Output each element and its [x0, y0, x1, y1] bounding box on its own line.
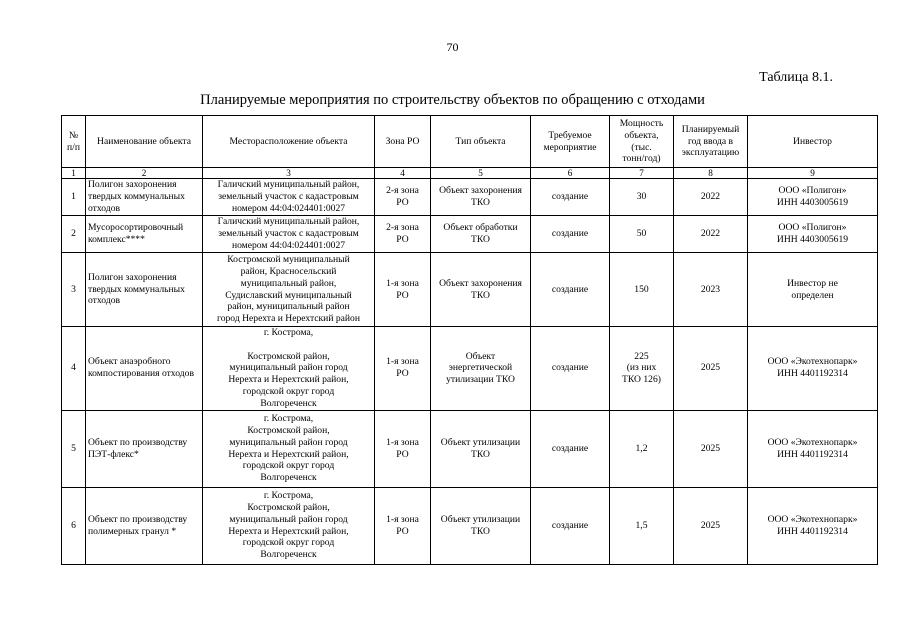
col-header-investor: Инвестор — [748, 116, 878, 168]
row-number: 6 — [62, 487, 86, 564]
object-type: Объект утилизации ТКО — [431, 487, 531, 564]
header-row — [62, 116, 878, 168]
object-type: Объект захоронения ТКО — [431, 253, 531, 327]
table-row — [62, 253, 878, 327]
object-zone: 1-я зона РО — [375, 487, 431, 564]
object-year: 2022 — [674, 179, 748, 216]
object-capacity: 1,2 — [610, 410, 674, 487]
waste-facilities-table — [61, 115, 878, 565]
object-investor: ООО «Экотехнопарк» ИНН 4401192314 — [748, 327, 878, 411]
table-title: Планируемые мероприятия по строительству объектов по обращению с отходами — [200, 92, 705, 108]
col-number: 5 — [431, 168, 531, 179]
object-type: Объект энергетической утилизации ТКО — [431, 327, 531, 411]
table-row — [62, 327, 878, 411]
object-type: Объект утилизации ТКО — [431, 410, 531, 487]
object-investor: ООО «Экотехнопарк» ИНН 4401192314 — [748, 410, 878, 487]
col-header-action: Требуемое мероприятие — [531, 116, 610, 168]
object-zone: 1-я зона РО — [375, 327, 431, 411]
col-header-capacity: Мощность объекта, (тыс. тонн/год) — [610, 116, 674, 168]
col-number: 7 — [610, 168, 674, 179]
object-year: 2025 — [674, 410, 748, 487]
object-year: 2025 — [674, 327, 748, 411]
row-number: 1 — [62, 179, 86, 216]
object-action: создание — [531, 253, 610, 327]
row-number: 4 — [62, 327, 86, 411]
object-investor: ООО «Экотехнопарк» ИНН 4401192314 — [748, 487, 878, 564]
object-location: г. Кострома, Костромской район, муниципальный район город Нерехта и Нерехтский район, городской округ город Волгореченск — [203, 327, 375, 411]
object-investor: ООО «Полигон» ИНН 4403005619 — [748, 179, 878, 216]
row-number: 3 — [62, 253, 86, 327]
object-action: создание — [531, 327, 610, 411]
object-investor: Инвестор не определен — [748, 253, 878, 327]
object-capacity: 150 — [610, 253, 674, 327]
object-location: Галичский муниципальный район, земельный участок с кадастровым номером 44:04:024401:0027 — [203, 216, 375, 253]
col-header-name: Наименование объекта — [86, 116, 203, 168]
object-name: Полигон захоронения твердых коммунальных отходов — [86, 253, 203, 327]
object-capacity: 50 — [610, 216, 674, 253]
object-name: Мусоросортировочный комплекс**** — [86, 216, 203, 253]
object-zone: 1-я зона РО — [375, 410, 431, 487]
page-number: 70 — [446, 40, 459, 54]
object-capacity: 30 — [610, 179, 674, 216]
col-number: 3 — [203, 168, 375, 179]
object-investor: ООО «Полигон» ИНН 4403005619 — [748, 216, 878, 253]
object-location: Костромской муниципальный район, Красносельский муниципальный район, Судиславский муниципальный район, муниципальный район город Нерехта и Нерехтский район — [203, 253, 375, 327]
object-capacity: 225 (из них ТКО 126) — [610, 327, 674, 411]
col-number: 2 — [86, 168, 203, 179]
object-action: создание — [531, 410, 610, 487]
object-location: Галичский муниципальный район, земельный участок с кадастровым номером 44:04:024401:0027 — [203, 179, 375, 216]
object-type: Объект обработки ТКО — [431, 216, 531, 253]
object-type: Объект захоронения ТКО — [431, 179, 531, 216]
object-year: 2022 — [674, 216, 748, 253]
object-capacity: 1,5 — [610, 487, 674, 564]
col-header-zone: Зона РО — [375, 116, 431, 168]
table-row — [62, 410, 878, 487]
object-year: 2025 — [674, 487, 748, 564]
col-number: 6 — [531, 168, 610, 179]
col-number: 4 — [375, 168, 431, 179]
row-number: 2 — [62, 216, 86, 253]
col-number: 8 — [674, 168, 748, 179]
object-location: г. Кострома, Костромской район, муниципальный район город Нерехта и Нерехтский район, городской округ город Волгореченск — [203, 487, 375, 564]
col-header-number: № п/п — [62, 116, 86, 168]
row-number: 5 — [62, 410, 86, 487]
table-row — [62, 216, 878, 253]
object-zone: 2-я зона РО — [375, 179, 431, 216]
object-name: Объект по производству ПЭТ-флекс* — [86, 410, 203, 487]
object-zone: 2-я зона РО — [375, 216, 431, 253]
col-header-year: Планируемый год ввода в эксплуатацию — [674, 116, 748, 168]
col-number: 1 — [62, 168, 86, 179]
object-year: 2023 — [674, 253, 748, 327]
object-name: Объект по производству полимерных гранул * — [86, 487, 203, 564]
object-action: создание — [531, 179, 610, 216]
object-name: Полигон захоронения твердых коммунальных отходов — [86, 179, 203, 216]
object-action: создание — [531, 487, 610, 564]
table-row — [62, 179, 878, 216]
column-number-row — [62, 168, 878, 179]
col-header-location: Месторасположение объекта — [203, 116, 375, 168]
table-caption: Таблица 8.1. — [759, 70, 833, 85]
object-zone: 1-я зона РО — [375, 253, 431, 327]
col-number: 9 — [748, 168, 878, 179]
table-row — [62, 487, 878, 564]
object-location: г. Кострома, Костромской район, муниципальный район город Нерехта и Нерехтский район, городской округ город Волгореченск — [203, 410, 375, 487]
object-name: Объект анаэробного компостирования отходов — [86, 327, 203, 411]
object-action: создание — [531, 216, 610, 253]
col-header-type: Тип объекта — [431, 116, 531, 168]
